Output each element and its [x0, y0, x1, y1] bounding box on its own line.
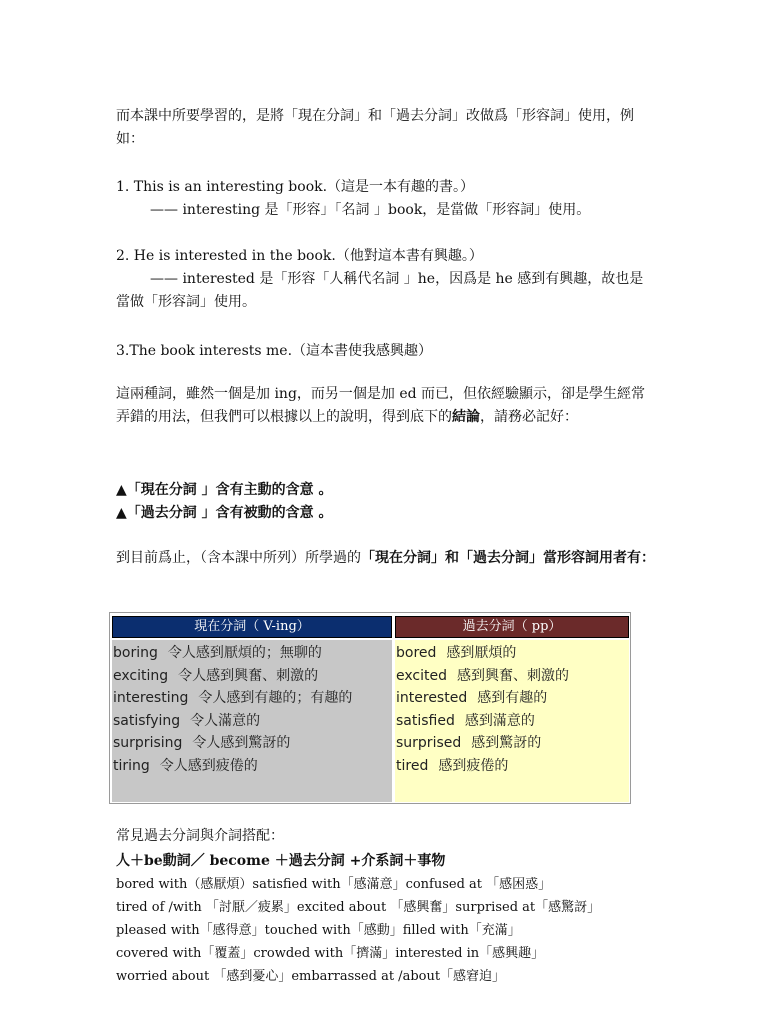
conclusion-bold: 結論 [452, 409, 480, 425]
conclusion-paragraph [116, 383, 656, 429]
example-1-note: —— interesting 是「形容」「名詞 」book，是當做「形容詞」使用。 [150, 202, 591, 218]
list-intro-bold: 「現在分詞」和「過去分詞」當形容詞用者有： [361, 550, 655, 566]
example-2-note: —— interested 是「形容「人稱代名詞 」he，因爲是 he 感到有興趣，故也是當做「形容詞」使用。 [116, 271, 644, 310]
table-row: satisfied 感到滿意的 [396, 712, 535, 729]
table-row: satisfying 令人滿意的 [113, 712, 261, 729]
intro-paragraph: 而本課中所要學習的，是將「現在分詞」和「過去分詞」改做爲「形容詞」使用，例如： [116, 108, 634, 147]
table-row: tired 感到疲倦的 [396, 757, 509, 774]
conclusion-text-after: ，請務必記好： [480, 409, 578, 425]
header-present-participle: 現在分詞（ V-ing） [112, 616, 392, 638]
table-row: exciting 令人感到興奮、刺激的 [113, 667, 319, 684]
present-participle-column [112, 640, 392, 802]
collocation-line: pleased with「感得意」touched with「感動」filled with「充滿」 [116, 923, 521, 938]
rule-present-participle: ▲「現在分詞 」含有主動的含意 。 [116, 482, 333, 498]
header-past-participle: 過去分詞（ pp） [395, 616, 629, 638]
collocation-line: worried about 「感到憂心」embarrassed at /about「感窘迫」 [116, 969, 506, 984]
collocation-line: tired of /with 「討厭／疲累」excited about 「感興奮」surprised at「感驚訝」 [116, 900, 601, 915]
collocation-formula: 人＋be動詞／ become ＋過去分詞 +介系詞＋事物 [116, 853, 446, 869]
collocation-line: bored with（感厭煩）satisfied with「感滿意」confused at 「感困惑」 [116, 877, 552, 892]
list-intro [116, 547, 656, 570]
table-row: bored 感到厭煩的 [396, 645, 517, 661]
list-intro-text: 到目前爲止，（含本課中所列）所學過的 [116, 550, 361, 566]
table-row: interesting 令人感到有趣的；有趣的 [113, 690, 353, 707]
table-row: surprising 令人感到驚訝的 [113, 735, 291, 752]
table-row: interested 感到有趣的 [396, 690, 548, 707]
example-3-sentence: 3.The book interests me.（這本書使我感興趣） [116, 343, 433, 359]
rule-past-participle: ▲「過去分詞 」含有被動的含意 。 [116, 505, 333, 521]
table-row: tiring 令人感到疲倦的 [113, 757, 258, 774]
conclusion-text-before: 這兩種詞，雖然一個是加 ing，而另一個是加 ed 而已，但依經驗顯示，卻是學生經常弄錯的用法，但我們可以根據以上的說明，得到底下的 [116, 386, 646, 425]
table-row: excited 感到興奮、刺激的 [396, 667, 569, 684]
participle-table [109, 612, 631, 804]
example-1-sentence: 1. This is an interesting book.（這是一本有趣的書。） [116, 179, 475, 195]
past-participle-column [395, 640, 629, 802]
table-row: surprised 感到驚訝的 [396, 735, 542, 752]
table-row: boring 令人感到厭煩的；無聊的 [113, 645, 322, 661]
collocation-title: 常見過去分詞與介詞搭配： [116, 828, 284, 844]
example-2-sentence: 2. He is interested in the book.（他對這本書有興趣。） [116, 248, 483, 264]
collocation-line: covered with「覆蓋」crowded with「擠滿」interested in「感興趣」 [116, 946, 545, 961]
